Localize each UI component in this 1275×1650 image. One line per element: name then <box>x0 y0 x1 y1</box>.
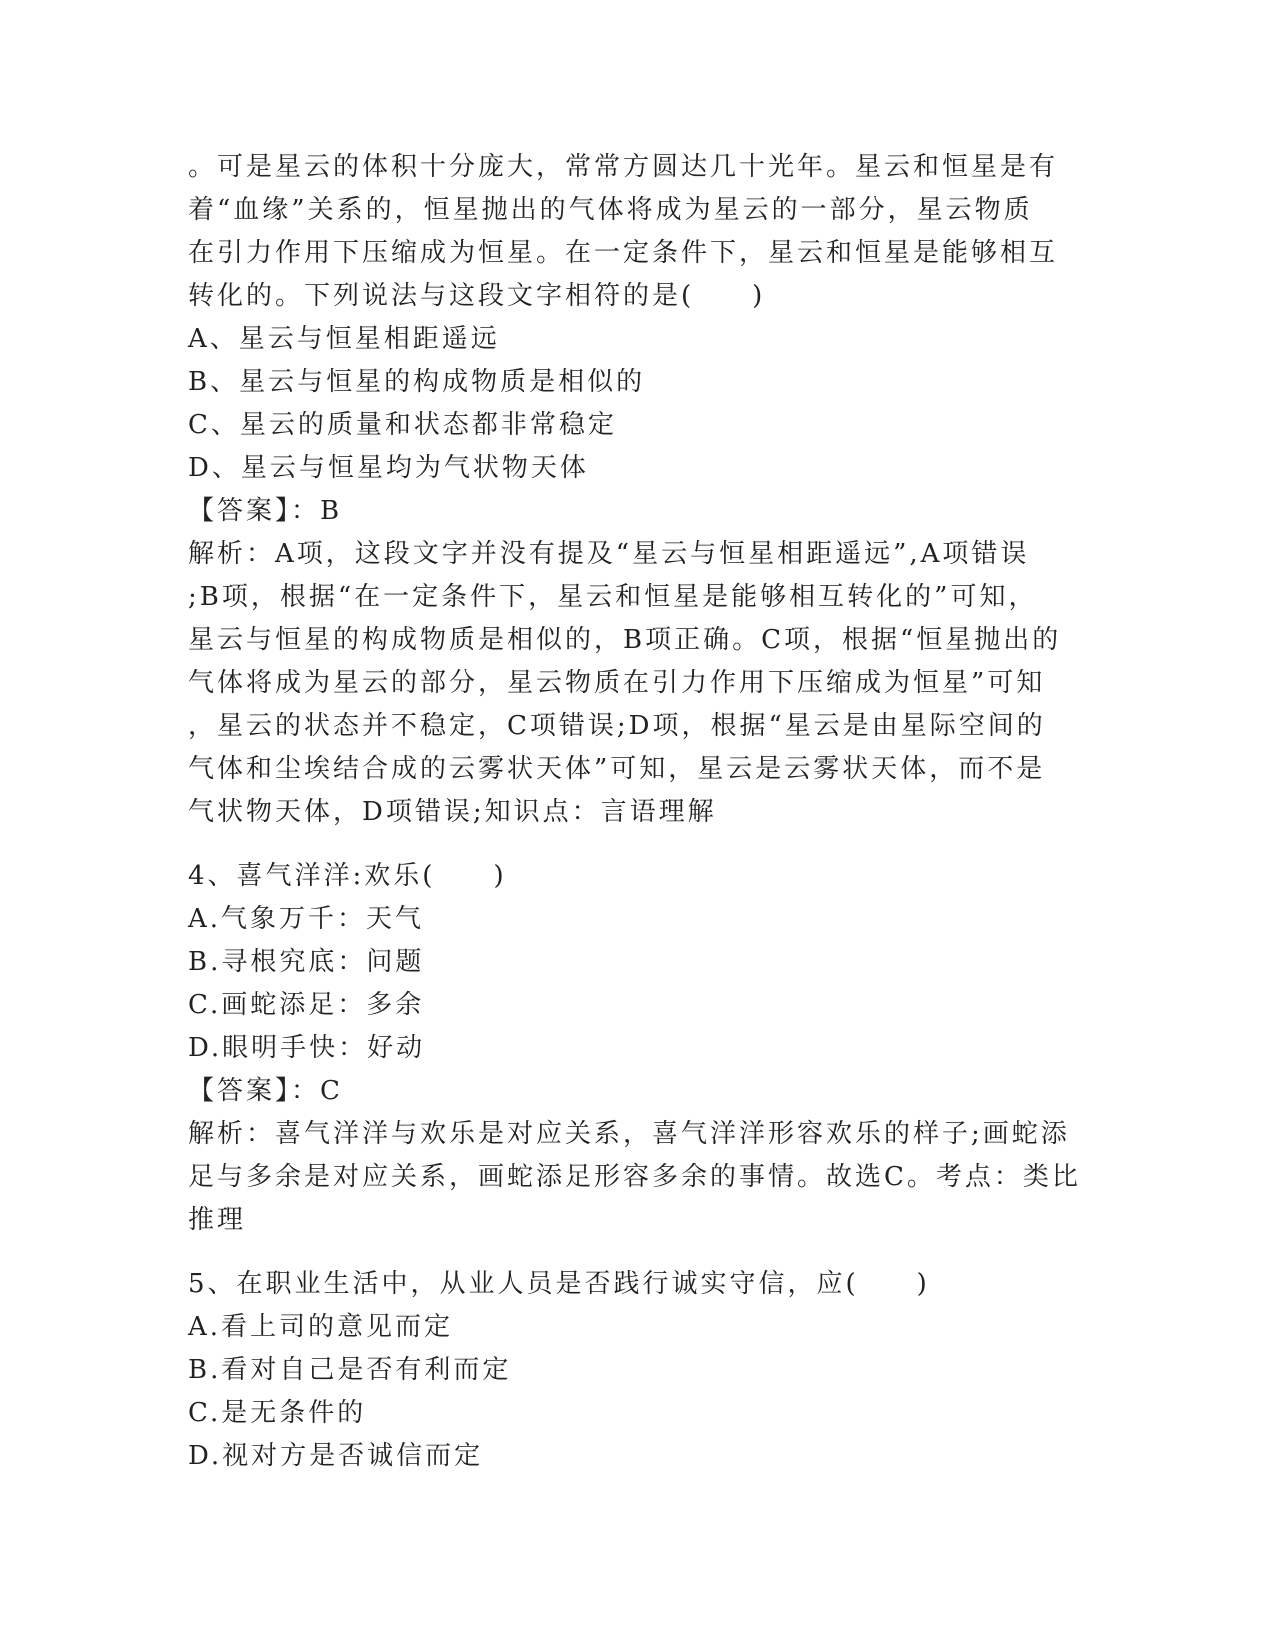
question-5 <box>188 1263 1088 1478</box>
q3-stem-line-2: 着“血缘”关系的，恒星抛出的气体将成为星云的一部分，星云物质 <box>188 195 1033 225</box>
q5-option-b: B.看对自己是否有利而定 <box>188 1355 512 1385</box>
q4-option-a: A.气象万千：天气 <box>188 904 425 934</box>
q4-answer: 【答案】：C <box>188 1076 343 1106</box>
q3-explanation-line-1: 解析：A项，这段文字并没有提及“星云与恒星相距遥远”,A项错误 <box>188 539 1030 569</box>
section-gap <box>188 1242 1088 1263</box>
q4-explanation-line-2: 足与多余是对应关系，画蛇添足形容多余的事情。故选C。考点：类比 <box>188 1162 1081 1192</box>
q4-option-c: C.画蛇添足：多余 <box>188 990 425 1020</box>
q5-option-a: A.看上司的意见而定 <box>188 1312 454 1342</box>
q3-option-a: A、星云与恒星相距遥远 <box>188 324 500 354</box>
q3-answer: 【答案】：B <box>188 496 343 526</box>
section-gap <box>188 834 1088 855</box>
q3-option-c: C、星云的质量和状态都非常稳定 <box>188 410 617 440</box>
q3-option-d: D、星云与恒星均为气状物天体 <box>188 453 589 483</box>
q5-option-c: C.是无条件的 <box>188 1398 367 1428</box>
q5-option-d: D.视对方是否诚信而定 <box>188 1441 484 1471</box>
q3-option-b: B、星云与恒星的构成物质是相似的 <box>188 367 646 397</box>
q3-stem-line-4: 转化的。下列说法与这段文字相符的是( ) <box>188 281 766 311</box>
q5-stem: 5、在职业生活中，从业人员是否践行诚实守信，应( ) <box>188 1269 930 1299</box>
q4-explanation-line-1: 解析：喜气洋洋与欢乐是对应关系，喜气洋洋形容欢乐的样子;画蛇添 <box>188 1119 1070 1149</box>
q4-explanation-line-3: 推理 <box>188 1205 247 1235</box>
q3-explanation-line-4: 气体将成为星云的部分，星云物质在引力作用下压缩成为恒星”可知 <box>188 668 1046 698</box>
q3-explanation-line-7: 气状物天体，D项错误;知识点：言语理解 <box>188 797 717 827</box>
q3-stem-line-1: 。可是星云的体积十分庞大，常常方圆达几十光年。星云和恒星是有 <box>188 152 1059 182</box>
q4-option-d: D.眼明手快：好动 <box>188 1033 426 1063</box>
q3-explanation-line-3: 星云与恒星的构成物质是相似的，B项正确。C项，根据“恒星抛出的 <box>188 625 1062 655</box>
q3-explanation-line-2: ;B项，根据“在一定条件下，星云和恒星是能够相互转化的”可知， <box>188 582 1038 612</box>
q3-explanation-line-6: 气体和尘埃结合成的云雾状天体”可知，星云是云雾状天体，而不是 <box>188 754 1046 784</box>
question-4 <box>188 855 1088 1242</box>
q3-stem-line-3: 在引力作用下压缩成为恒星。在一定条件下，星云和恒星是能够相互 <box>188 238 1059 268</box>
q4-option-b: B.寻根究底：问题 <box>188 947 425 977</box>
document-page <box>188 146 1088 1478</box>
q3-explanation-line-5: ，星云的状态并不稳定，C项错误;D项，根据“星云是由星际空间的 <box>188 711 1046 741</box>
q4-stem: 4、喜气洋洋:欢乐( ) <box>188 861 507 891</box>
question-3 <box>188 146 1088 834</box>
